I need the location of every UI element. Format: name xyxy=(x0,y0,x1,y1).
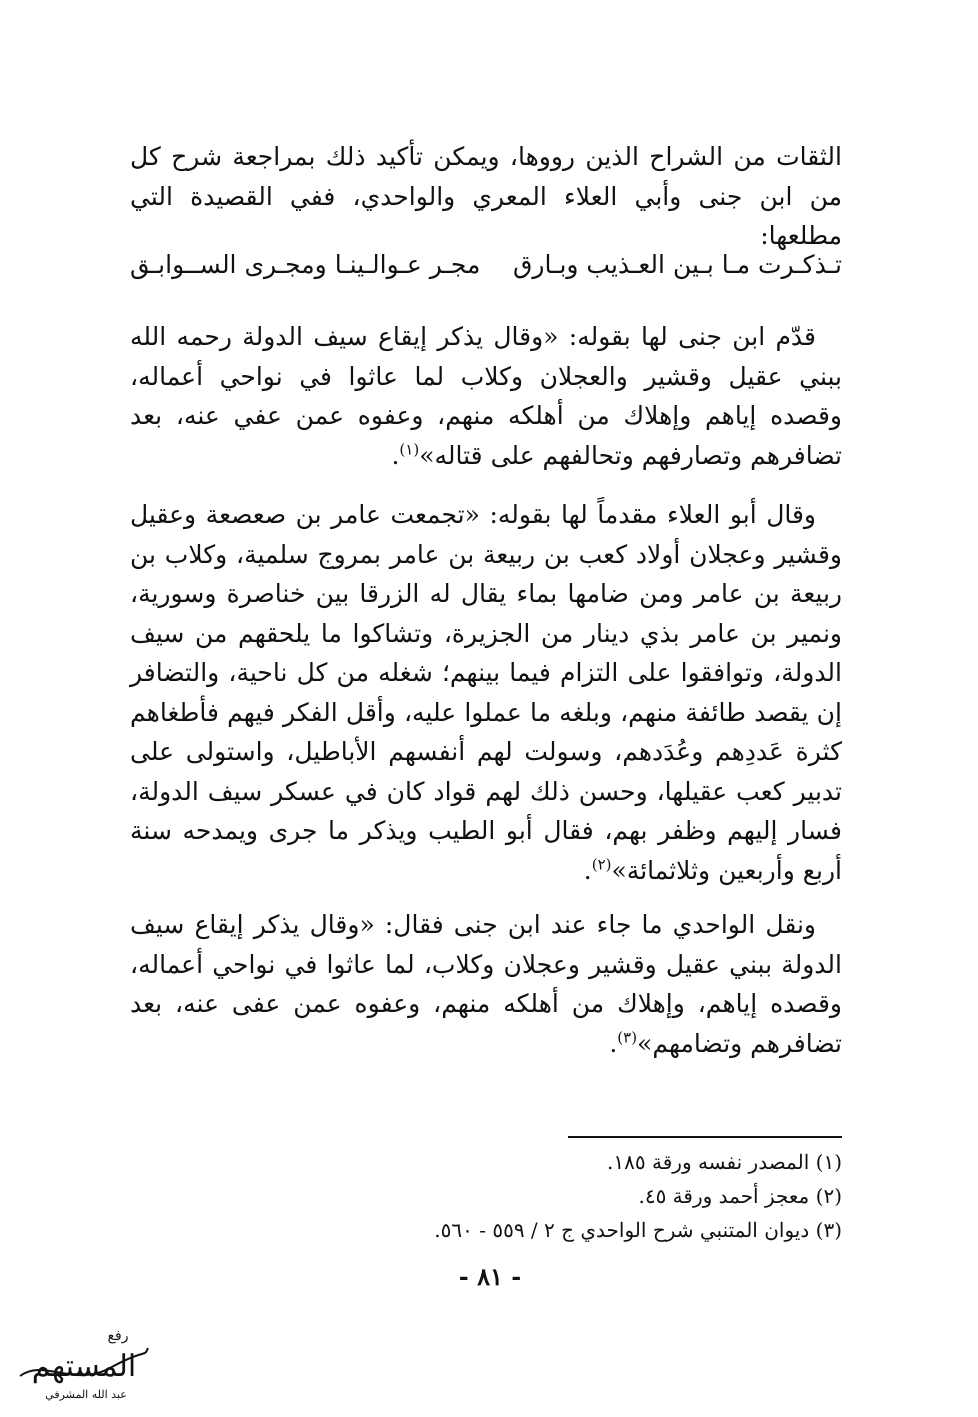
paragraph-abu-al-ala-text: وقال أبو العلاء مقدماً لها بقوله: «تجمعت عامر بن صعصعة وعقيل وقشير وعجلان أولاد كعب بن ربيعة بن عامر بمروج سلمية، وكلاب بن ربيعة بن عامر ومن ضامها بماء يقال له الزرقا بين خناصرة وسورية، ونمير بن عامر بذي دينار من الجزيرة، وتشاكوا ما يلحقهم من سيف الدولة، وتوافقوا على التزام فيما بينهم؛ شغله من كل ناحية، والتضافر إن يقصد طائفة منهم، وبلغه ما عملوا عليه، وأقل الفكر فيهم فأطغاهم كثرة عَددِهم وعُدَدهم، وسولت لهم أنفسهم الأباطيل، واستولى على تدبير كعب عقيلها، وحسن ذلك لهم قواد كان في عسكر سيف الدولة، فسار إليهم وظفر بهم، فقال أبو الطيب ويذكر ما جرى ويمدحه سنة أربع وأربعين وثلاثمائة» xyxy=(130,500,842,885)
page-number: - ٨١ - xyxy=(458,1262,522,1291)
footnote-marker-3[interactable]: (٣) xyxy=(617,1028,638,1047)
paragraph-intro xyxy=(130,137,842,256)
footnote-separator xyxy=(568,1136,842,1138)
library-stamp-logo xyxy=(14,1318,154,1408)
footnote-item: (٣) ديوان المتنبي شرح الواحدي ج ٢ / ٥٥٩ - ٥٦٠. xyxy=(434,1218,842,1242)
verse-first-hemistich: تـذكـرت مـا بـين العـذيب وبـارق xyxy=(513,250,842,279)
footnotes-list xyxy=(300,1145,842,1247)
paragraph-intro-text: الثقات من الشراح الذين رووها، ويمكن تأكيد ذلك بمراجعة شرح كل من ابن جنى وأبي العلاء المعري والواحدي، ففي القصيدة التي مطلعها: xyxy=(130,142,842,250)
stamp-line-3: عبد الله المشرفي xyxy=(45,1388,127,1401)
paragraph-ibn-jinni-text: قدّم ابن جنى لها بقوله: «وقال يذكر إيقاع سيف الدولة رحمه الله ببني عقيل وقشير والعجلان وكلاب لما عاثوا في نواحي أعماله، وقصده إياهم وإهلاك من أهلكه منهم، وعفوه عمن عفي عنه، بعد تضافرهم وتصارفهم وتحالفهم على قتاله» xyxy=(130,322,842,470)
footnote-item: (١) المصدر نفسه ورقة ١٨٥. xyxy=(607,1150,842,1174)
poem-verse xyxy=(130,245,842,285)
stamp-line-2: المستهم xyxy=(31,1349,137,1384)
paragraph-ibn-jinni xyxy=(130,317,842,475)
footnote-marker-2[interactable]: (٢) xyxy=(591,855,612,874)
paragraph-end-period: . xyxy=(583,855,592,885)
stamp-line-1: رفع xyxy=(107,1328,129,1344)
paragraph-abu-al-ala xyxy=(130,495,842,890)
paragraph-end-period: . xyxy=(609,1028,618,1058)
footnote-marker-1[interactable]: (١) xyxy=(399,440,420,459)
footnote-item: (٢) معجز أحمد ورقة ٤٥. xyxy=(638,1184,842,1208)
paragraph-wahidi xyxy=(130,905,842,1063)
paragraph-wahidi-text: ونقل الواحدي ما جاء عند ابن جنى فقال: «وقال يذكر إيقاع سيف الدولة ببني عقيل وقشير وعجلان وكلاب، لما عاثوا في نواحي أعماله، وقصده إياهم، وإهلاك من أهلكه منهم، وعفوه عمن عفى عنه، بعد تضافرهم وتضامهم» xyxy=(130,910,842,1058)
paragraph-end-period: . xyxy=(391,440,400,470)
verse-second-hemistich: مجـر عـوالـينـا ومجـرى الســوابـق xyxy=(130,250,481,279)
